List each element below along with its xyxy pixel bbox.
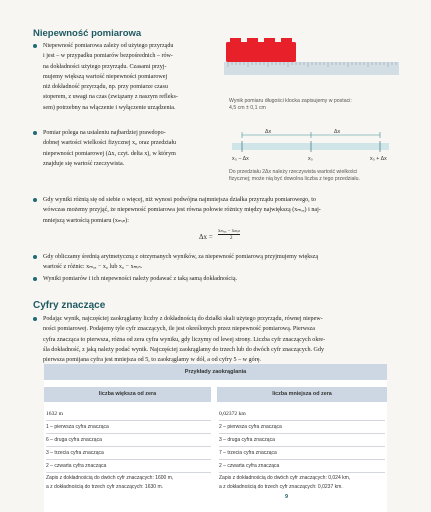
- bullet-icon: [33, 255, 37, 259]
- table-header-left: liczba większa od zera: [44, 387, 211, 402]
- figure1-caption: Wynik pomiaru długości klocka zapisujemy w postaci: 4,5 cm ± 0,1 cm: [229, 98, 352, 111]
- paragraph-srednia: Gdy obliczamy średnią arytmetyczną z otrzymanych wyników, za niepewność pomiarową przyjmujemy większą wartość z różnic: xₘₐₓ − x₀ lub x₀ − xₘᵢₙ.: [43, 252, 408, 273]
- bullet-icon: [33, 317, 37, 321]
- table-value-right: 0,02372 km: [219, 408, 385, 421]
- delta-x-label-right: Δx: [334, 129, 341, 135]
- table-column-right: [219, 408, 385, 494]
- table-row: 2 – pierwsza cyfra znacząca: [219, 421, 385, 434]
- figure2-caption: Do przedziału 2Δx należy rzeczywista wartość wielkości fizycznej; może nią być dowolna liczba z tego przedziału.: [229, 169, 360, 182]
- table-row: 2 – czwarta cyfra znacząca: [219, 460, 385, 473]
- paragraph-roznica: Gdy wyniki różnią się od siebie o więcej, niż wynosi podwójna najmniejsza działka przyrządu pomiarowego, to wówczas możemy przyjąć, że niepewność pomiarowa jest równa połowie różnicy między największą (xₘₐₓ) i naj- mniejszą wartością pomiaru (xₘᵢₙ):: [43, 195, 408, 226]
- bullet-icon: [33, 131, 37, 135]
- section-title-cyfry-znaczace: Cyfry znaczące: [33, 300, 106, 311]
- tick-label-left: x₀ − Δx: [232, 156, 249, 162]
- delta-x-label-left: Δx: [265, 129, 272, 135]
- tick-label-right: x₀ + Δx: [370, 156, 387, 162]
- page: Niepewność pomiarowa Niepewność pomiarowa zależy od użytego przyrządu i jest – w przypadku pomiarów bezpośrednich – rów- na dokładności użytego przyrządu. Czasami przyj- mujemy większą wartość niepewności pomiarowej niż dokładność przyrządu, np. przy pomiarze czasu stoperem, z uwagi na czas (związany z naszym refleks- sem) potrzebny na włączenie i wyłączenie urządzenia. Wynik pomiaru długości klocka zapisujemy w postaci: 4,5 cm ± 0,1 cm Pomiar polega na ustaleniu najbardziej prawdopo- dobnej wartości wielkości fizycznej x₀ oraz przedziału niepewności pomiarowej (Δx, czyt. delta x), w którym znajduje się wartość rzeczywista. Δx Δx x₀ − Δx x₀ x₀ + Δx Do przedziału 2Δx należy rzeczywista wartość wielkości fizycznej; może nią być dowolna liczba z tego przedziału. Gdy wyniki różnią się od siebie o więcej, niż wynosi podwójna najmniejsza działka przyrządu pomiarowego, to wówczas możemy przyjąć, że niepewność pomiarowa jest równa połowie różnicy między największą (xₘₐₓ) i naj- mniejszą wartością pomiaru (xₘᵢₙ): Δx = xₘₐₓ − xₘᵢₙ 2 Gdy obliczamy średnią arytmetyczną z otrzymanych wyników, za niepewność pomiarową przyjmujemy większą wartość z różnic: xₘₐₓ − x₀ lub x₀ − xₘᵢₙ. Wyniki pomiarów i ich niepewności należy podawać z taką samą dokładnością. Cyfry znaczące Podając wynik, najczęściej zaokrąglamy liczby z dokładnością do działki skali użytego przyrządu, równej niepew- ności pomiarowej. Podajemy tyle cyfr znaczących, ile jest określonych przez niepewność pomiarową. Pierwsza cyfra znacząca to pierwsza, różna od zera cyfra wyniku, gdy liczymy od lewej strony. Liczba cyfr znaczących okre- śla dokładność, z jaką należy podać wynik. Najczęściej zaokrąglamy do trzech lub do dwóch cyfr znaczących. Gdy pierwsza pomijana cyfra jest mniejsza od 5, to zaokrąglamy w dół, a od cyfry 5 – w górę. Przykłady zaokrąglania liczba większa od zera liczba mniejsza od zera 1632 m 1 – pierwsza cyfra znacząca 6 – druga cyfra znacząca 3 – trzecia cyfra znacząca 2 – czwarta cyfra znacząca Zapis z dokładnością do dwóch cyfr znaczących: 1600 m, a z dokładnością do trzech cyfr znaczących: 1630 m. 0,02372 km 2 – pierwsza cyfra znacząca 3 – druga cyfra znacząca 7 – trzecia cyfra znacząca 2 – czwarta cyfra znacząca Zapis z dokładnością do dwóch cyfr znaczących: 0,024 km, a z dokładnością do trzech cyfr znaczących: 0,0237 km. 9: [0, 0, 431, 512]
- paragraph-cyfry-znaczace: Podając wynik, najczęściej zaokrąglamy liczby z dokładnością do działki skali użytego przyrządu, równej niepew- ności pomiarowej. Podajemy tyle cyfr znaczących, ile jest określonych przez niepewność pomiarową. Pierwsza cyfra znacząca to pierwsza, różna od zera cyfra wyniku, gdy liczymy od lewej strony. Liczba cyfr znaczących okre- śla dokładność, z jaką należy podać wynik. Najczęściej zaokrąglamy do trzech lub do dwóch cyfr znaczących. Gdy pierwsza pomijana cyfra jest mniejsza od 5, to zaokrąglamy w dół, a od cyfry 5 – w górę.: [43, 314, 408, 365]
- bullet-icon: [33, 198, 37, 202]
- paragraph-niepewnosc: Niepewność pomiarowa zależy od użytego przyrządu i jest – w przypadku pomiarów bezpośrednich – rów- na dokładności użytego przyrządu. Czasami przyj- mujemy większą wartość niepewności pomiarowej niż dokładność przyrządu, np. przy pomiarze czasu stoperem, z uwagi na czas (związany z naszym refleks- sem) potrzebny na włączenie i wyłączenie urządzenia.: [43, 41, 209, 113]
- ruler-icon: [224, 62, 399, 75]
- section-title-niepewnosc: Niepewność pomiarowa: [33, 28, 142, 39]
- table-row: 3 – trzecia cyfra znacząca: [46, 447, 211, 460]
- paragraph-pomiar: Pomiar polega na ustaleniu najbardziej prawdopo- dobnej wartości wielkości fizycznej x₀ oraz przedziału niepewności pomiarowej (Δx, czyt. delta x), w którym znajduje się wartość rzeczywista.: [43, 128, 209, 169]
- table-note-right: Zapis z dokładnością do dwóch cyfr znaczących: 0,024 km, a z dokładnością do trzech cyfr znaczących: 0,0237 km.: [219, 475, 351, 490]
- page-number: 9: [285, 494, 289, 500]
- interval-bar: [232, 143, 389, 150]
- table-value-left: 1632 m: [46, 408, 211, 421]
- table-row: 2 – czwarta cyfra znacząca: [46, 460, 211, 473]
- figure-brick-ruler: [224, 38, 399, 78]
- paragraph-dokladnosc: Wyniki pomiarów i ich niepewności należy podawać z taką samą dokładnością.: [43, 274, 408, 284]
- table-column-left: [46, 408, 211, 494]
- table-title: Przykłady zaokrąglania: [44, 364, 387, 380]
- table-row: 7 – trzecia cyfra znacząca: [219, 447, 385, 460]
- table-note-left: Zapis z dokładnością do dwóch cyfr znaczących: 1600 m, a z dokładnością do trzech cyfr znaczących: 1630 m.: [46, 475, 174, 490]
- lego-brick-icon: [226, 38, 296, 62]
- table-row: 6 – druga cyfra znacząca: [46, 434, 211, 447]
- bullet-icon: [33, 44, 37, 48]
- tick-label-mid: x₀: [308, 156, 313, 162]
- table-row: 3 – druga cyfra znacząca: [219, 434, 385, 447]
- rounding-examples-table: [44, 364, 387, 512]
- table-row: 1 – pierwsza cyfra znacząca: [46, 421, 211, 434]
- bullet-icon: [33, 277, 37, 281]
- table-header-right: liczba mniejsza od zera: [217, 387, 387, 402]
